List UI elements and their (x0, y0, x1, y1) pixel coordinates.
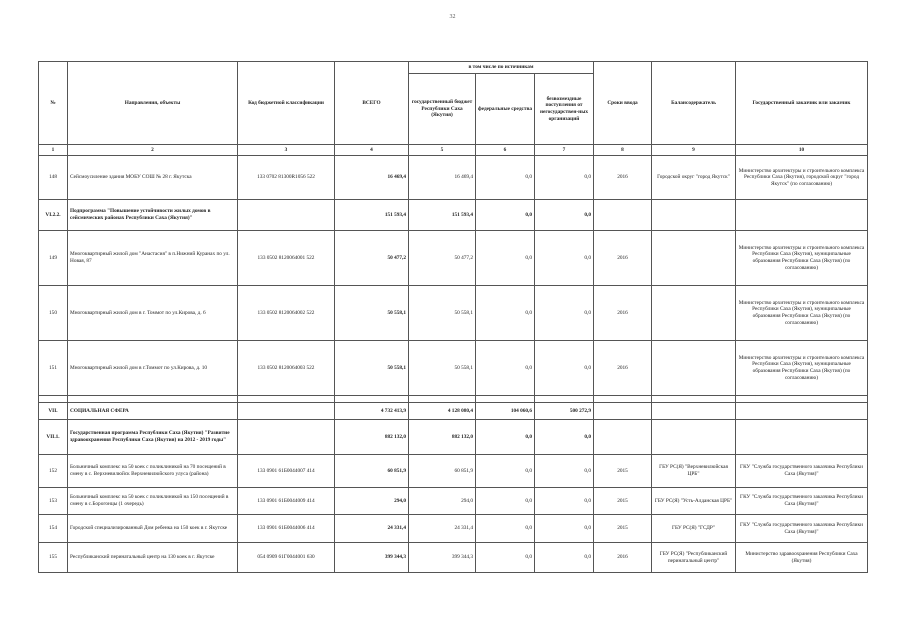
cell-name: Больничный комплекс на 50 коек с поликлиникой на 150 посещений в смену в с.Борогонцы (1 очередь) (68, 488, 238, 515)
cell-total: 16 469,4 (335, 156, 409, 200)
cell-holder (652, 200, 736, 231)
cell-name: СОЦИАЛЬНАЯ СФЕРА (68, 403, 238, 420)
cell-free: 0,0 (535, 488, 594, 515)
col-no: № (39, 62, 68, 145)
cell-state: 151 593,4 (409, 200, 476, 231)
cell-total: 24 331,4 (335, 515, 409, 543)
cell-federal: 0,0 (476, 515, 535, 543)
cell-code (238, 403, 335, 420)
cell-total: 50 558,1 (335, 286, 409, 341)
cell-term: 2016 (594, 341, 652, 396)
cell-name: Многоквартирный жилой дом "Анастасия" в п.Нижний Куранах по ул. Новая, 87 (68, 231, 238, 286)
cell-federal: 0,0 (476, 341, 535, 396)
col-number: 5 (409, 145, 476, 156)
table-row (39, 341, 868, 396)
cell-federal: 0,0 (476, 156, 535, 200)
cell-state: 50 477,2 (409, 231, 476, 286)
cell-name: Республиканский перинатальный центр на 130 коек в г. Якутске (68, 543, 238, 573)
col-free: безвозмездные поступления от негосударствен-ных организаций (535, 74, 594, 145)
cell-no: 155 (39, 543, 68, 573)
cell-holder (652, 403, 736, 420)
col-number: 7 (535, 145, 594, 156)
cell-term (594, 403, 652, 420)
cell-term (594, 420, 652, 455)
cell-federal: 0,0 (476, 286, 535, 341)
cell-name: Подпрограмма "Повышение устойчивости жилых домов в сейсмических районах Республики Саха (Якутия)" (68, 200, 238, 231)
cell-state: 399 344,3 (409, 543, 476, 573)
cell-total: 882 132,0 (335, 420, 409, 455)
cell-customer (736, 403, 868, 420)
cell-customer (736, 420, 868, 455)
cell-state: 60 851,9 (409, 455, 476, 488)
cell-free: 0,0 (535, 515, 594, 543)
cell-holder: Городской округ "город Якутск" (652, 156, 736, 200)
cell-no: 153 (39, 488, 68, 515)
cell-name: Больничный комплекс на 50 коек с поликлиникой на 70 посещений в смену в с. Верхневилюйск Верхневилюйского улуса (района) (68, 455, 238, 488)
cell-term: 2016 (594, 156, 652, 200)
cell-term: 2016 (594, 231, 652, 286)
table-row (39, 200, 868, 231)
cell-federal: 0,0 (476, 200, 535, 231)
cell-free: 0,0 (535, 156, 594, 200)
page-number: 32 (449, 14, 456, 20)
table-row (39, 543, 868, 573)
col-holder: Балансодержатель (652, 62, 736, 145)
col-number: 2 (68, 145, 238, 156)
cell-code: 133 0502 8120064002 522 (238, 286, 335, 341)
cell-no: 154 (39, 515, 68, 543)
cell-state: 294,0 (409, 488, 476, 515)
cell-name: Городской специализированный Дом ребенка на 150 коек в г. Якутске (68, 515, 238, 543)
cell-total: 4 732 413,9 (335, 403, 409, 420)
cell-term: 2016 (594, 543, 652, 573)
cell-no: 152 (39, 455, 68, 488)
cell-code: 133 0502 8120064001 522 (238, 231, 335, 286)
cell-name: Сейсмоусиление здания МОБУ СОШ № 28 г. Якутска (68, 156, 238, 200)
cell-federal: 0,0 (476, 420, 535, 455)
col-number: 10 (736, 145, 868, 156)
cell-term: 2015 (594, 515, 652, 543)
cell-holder: ГБУ РС(Я) "Верхневилюйская ЦРБ" (652, 455, 736, 488)
cell-no: VII.1. (39, 420, 68, 455)
cell-state: 50 558,1 (409, 341, 476, 396)
cell-holder: ГБУ РС(Я) "Республиканский перинатальный центр" (652, 543, 736, 573)
col-code: Код бюджетной классификации (238, 62, 335, 145)
cell-federal: 0,0 (476, 488, 535, 515)
table-row (39, 515, 868, 543)
col-number: 9 (652, 145, 736, 156)
cell-no: VII. (39, 403, 68, 420)
cell-total: 60 851,9 (335, 455, 409, 488)
cell-state: 50 558,1 (409, 286, 476, 341)
spacer-row (39, 396, 868, 403)
col-total: ВСЕГО (335, 62, 409, 145)
cell-state: 882 132,0 (409, 420, 476, 455)
cell-federal: 104 060,6 (476, 403, 535, 420)
cell-free: 0,0 (535, 543, 594, 573)
col-state: государственный бюджет Республики Саха (Якутия) (409, 74, 476, 145)
cell-no: 150 (39, 286, 68, 341)
cell-free: 0,0 (535, 231, 594, 286)
cell-term: 2015 (594, 488, 652, 515)
col-customer: Государственный заказчик или заказчик (736, 62, 868, 145)
col-number: 4 (335, 145, 409, 156)
cell-free: 0,0 (535, 341, 594, 396)
cell-no: 151 (39, 341, 68, 396)
cell-no: VI.2.2. (39, 200, 68, 231)
cell-state: 16 469,4 (409, 156, 476, 200)
cell-code: 133 0901 61Б0044009 414 (238, 488, 335, 515)
table-row (39, 455, 868, 488)
cell-holder (652, 286, 736, 341)
cell-holder (652, 420, 736, 455)
cell-customer: ГКУ "Служба государственного заказчика Республики Саха (Якутия)" (736, 455, 868, 488)
col-number: 8 (594, 145, 652, 156)
col-number: 1 (39, 145, 68, 156)
cell-state: 4 128 080,4 (409, 403, 476, 420)
cell-free: 0,0 (535, 200, 594, 231)
investment-table (38, 61, 868, 573)
col-number: 6 (476, 145, 535, 156)
cell-state: 24 331,4 (409, 515, 476, 543)
cell-holder: ГБУ РС(Я) "Усть-Алданская ЦРБ" (652, 488, 736, 515)
table-row (39, 488, 868, 515)
table-row (39, 420, 868, 455)
cell-federal: 0,0 (476, 231, 535, 286)
cell-total: 294,0 (335, 488, 409, 515)
cell-free: 0,0 (535, 455, 594, 488)
cell-code: 133 0901 61Б0044007 414 (238, 455, 335, 488)
cell-customer (736, 200, 868, 231)
cell-customer: Министерство архитектуры и строительного комплекса Республики Саха (Якутия), муниципальные образования Республики Саха (Якутия) (по согласованию) (736, 341, 868, 396)
cell-customer: Министерство архитектуры и строительного комплекса Республики Саха (Якутия), городской округ "город Якутск" (по согласованию) (736, 156, 868, 200)
cell-customer: Министерство архитектуры и строительного комплекса Республики Саха (Якутия), муниципальные образования Республики Саха (Якутия) (по согласованию) (736, 286, 868, 341)
col-term: Сроки ввода (594, 62, 652, 145)
cell-free: 0,0 (535, 420, 594, 455)
cell-total: 399 344,3 (335, 543, 409, 573)
cell-total: 50 558,1 (335, 341, 409, 396)
cell-customer: Министерство здравоохранения Республики Саха (Якутия) (736, 543, 868, 573)
cell-code: 133 0702 81300R1056 522 (238, 156, 335, 200)
table-row (39, 403, 868, 420)
cell-holder (652, 341, 736, 396)
column-numbers-row (39, 145, 868, 156)
cell-code: 133 0502 8120064003 522 (238, 341, 335, 396)
cell-free: 500 272,9 (535, 403, 594, 420)
cell-customer: Министерство архитектуры и строительного комплекса Республики Саха (Якутия), муниципальные образования Республики Саха (Якутия) (по согласованию) (736, 231, 868, 286)
cell-federal: 0,0 (476, 455, 535, 488)
cell-total: 50 477,2 (335, 231, 409, 286)
table-row (39, 286, 868, 341)
cell-name: Многоквартирный жилой дом в г.Томмот по ул.Кирова, д. 10 (68, 341, 238, 396)
cell-holder (652, 231, 736, 286)
cell-total: 151 593,4 (335, 200, 409, 231)
col-direction: Направления, объекты (68, 62, 238, 145)
table-row (39, 231, 868, 286)
col-source-group: в том числе по источникам (409, 62, 594, 74)
cell-term: 2015 (594, 455, 652, 488)
col-federal: федеральные средства (476, 74, 535, 145)
cell-code (238, 200, 335, 231)
cell-free: 0,0 (535, 286, 594, 341)
cell-customer: ГКУ "Служба государственного заказчика Республики Саха (Якутия)" (736, 488, 868, 515)
cell-code: 054 0909 61Г0044001 630 (238, 543, 335, 573)
cell-term (594, 200, 652, 231)
cell-holder: ГБУ РС(Я) "ГСДР" (652, 515, 736, 543)
cell-code (238, 420, 335, 455)
col-number: 3 (238, 145, 335, 156)
header-row-top (39, 62, 868, 74)
cell-customer: ГКУ "Служба государственного заказчика Республики Саха (Якутия)" (736, 515, 868, 543)
cell-code: 133 0901 61Б0044006 414 (238, 515, 335, 543)
table-row (39, 156, 868, 200)
cell-name: Многоквартирный жилой дом в г. Томмот по ул.Кирова, д. 6 (68, 286, 238, 341)
cell-federal: 0,0 (476, 543, 535, 573)
cell-name: Государственная программа Республики Саха (Якутия) "Развитие здравоохранения Республики Саха (Якутия) на 2012 - 2019 годы" (68, 420, 238, 455)
cell-term: 2016 (594, 286, 652, 341)
cell-no: 148 (39, 156, 68, 200)
cell-no: 149 (39, 231, 68, 286)
